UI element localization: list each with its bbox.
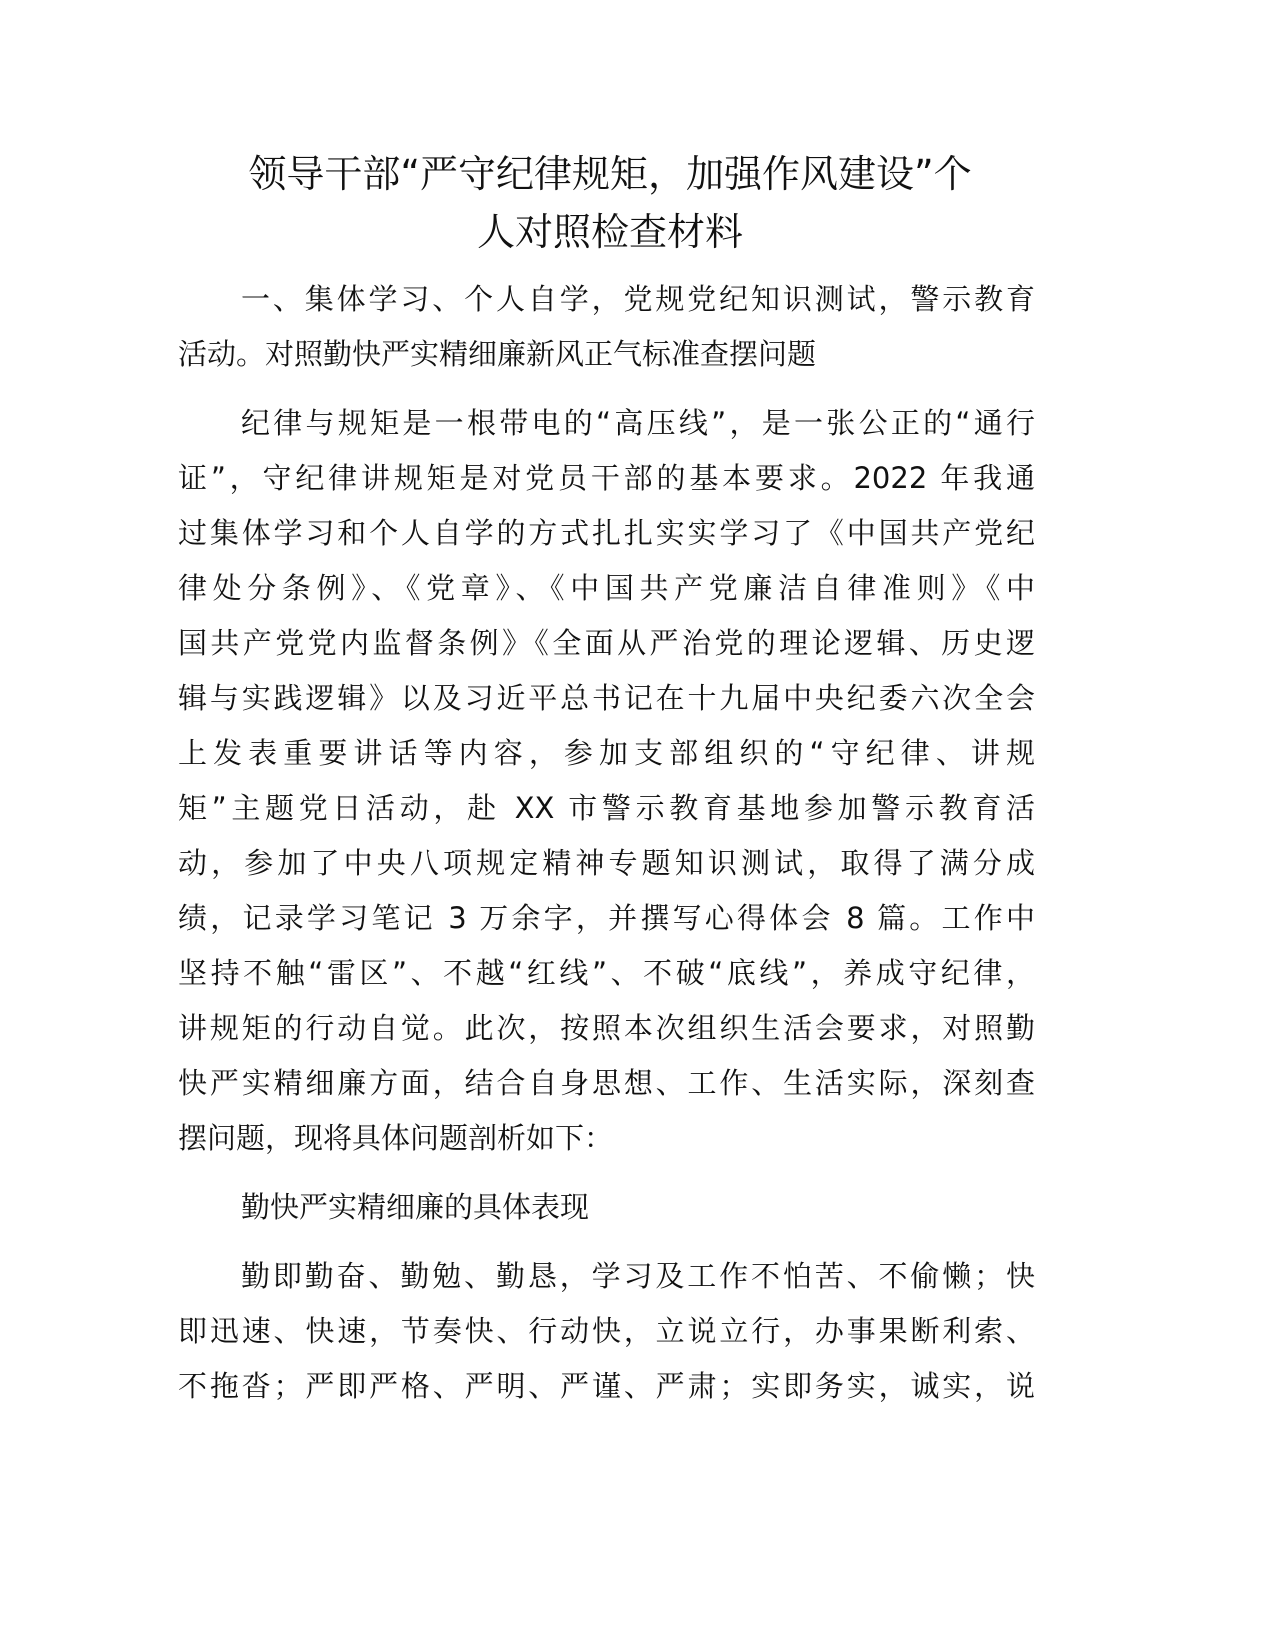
text-line: 证”，守纪律讲规矩是对党员干部的基本要求。2022 年我通 — [178, 461, 1035, 495]
text-line: 摆问题，现将具体问题剖析如下： — [178, 1121, 614, 1155]
text-line: 过集体学习和个人自学的方式扎扎实实学习了《中国共产党纪 — [178, 516, 1035, 550]
text-line: 快严实精细廉方面，结合自身思想、工作、生活实际，深刻查 — [178, 1066, 1035, 1100]
text-line: 动，参加了中央八项规定精神专题知识测试，取得了满分成 — [178, 846, 1035, 880]
text-line: 不拖沓；严即严格、严明、严谨、严肃；实即务实，诚实，说 — [178, 1369, 1035, 1403]
text-line: 绩，记录学习笔记 3 万余字，并撰写心得体会 8 篇。工作中 — [178, 901, 1035, 935]
title-line: 领导干部“严守纪律规矩，加强作风建设”个 — [248, 152, 972, 196]
text-line: 勤即勤奋、勤勉、勤恳，学习及工作不怕苦、不偷懒；快 — [241, 1259, 1035, 1293]
text-line: 勤快严实精细廉的具体表现 — [241, 1190, 590, 1224]
paragraph — [178, 1249, 1035, 1414]
text-line: 辑与实践逻辑》以及习近平总书记在十九届中央纪委六次全会 — [178, 681, 1035, 715]
text-line: 国共产党党内监督条例》《全面从严治党的理论逻辑、历史逻 — [178, 626, 1035, 660]
paragraph — [178, 272, 1035, 382]
text-line: 矩”主题党日活动，赴 XX 市警示教育基地参加警示教育活 — [178, 791, 1035, 825]
paragraph — [178, 396, 1035, 1166]
text-line: 上发表重要讲话等内容，参加支部组织的“守纪律、讲规 — [178, 736, 1035, 770]
document-body — [178, 272, 1035, 1414]
title-line: 人对照检查材料 — [476, 210, 743, 254]
text-line: 即迅速、快速，节奏快、行动快，立说立行，办事果断利索、 — [178, 1314, 1035, 1348]
text-line: 活动。对照勤快严实精细廉新风正气标准查摆问题 — [178, 337, 817, 371]
section-heading — [178, 1180, 1035, 1235]
text-line: 纪律与规矩是一根带电的“高压线”，是一张公正的“通行 — [241, 406, 1035, 440]
text-line: 一、集体学习、个人自学，党规党纪知识测试，警示教育 — [241, 282, 1035, 316]
text-line: 坚持不触“雷区”、不越“红线”、不破“底线”，养成守纪律， — [178, 956, 1035, 990]
text-line: 律处分条例》、《党章》、《中国共产党廉洁自律准则》《中 — [178, 571, 1035, 605]
text-line: 讲规矩的行动自觉。此次，按照本次组织生活会要求，对照勤 — [178, 1011, 1035, 1045]
document-title — [150, 145, 1070, 261]
